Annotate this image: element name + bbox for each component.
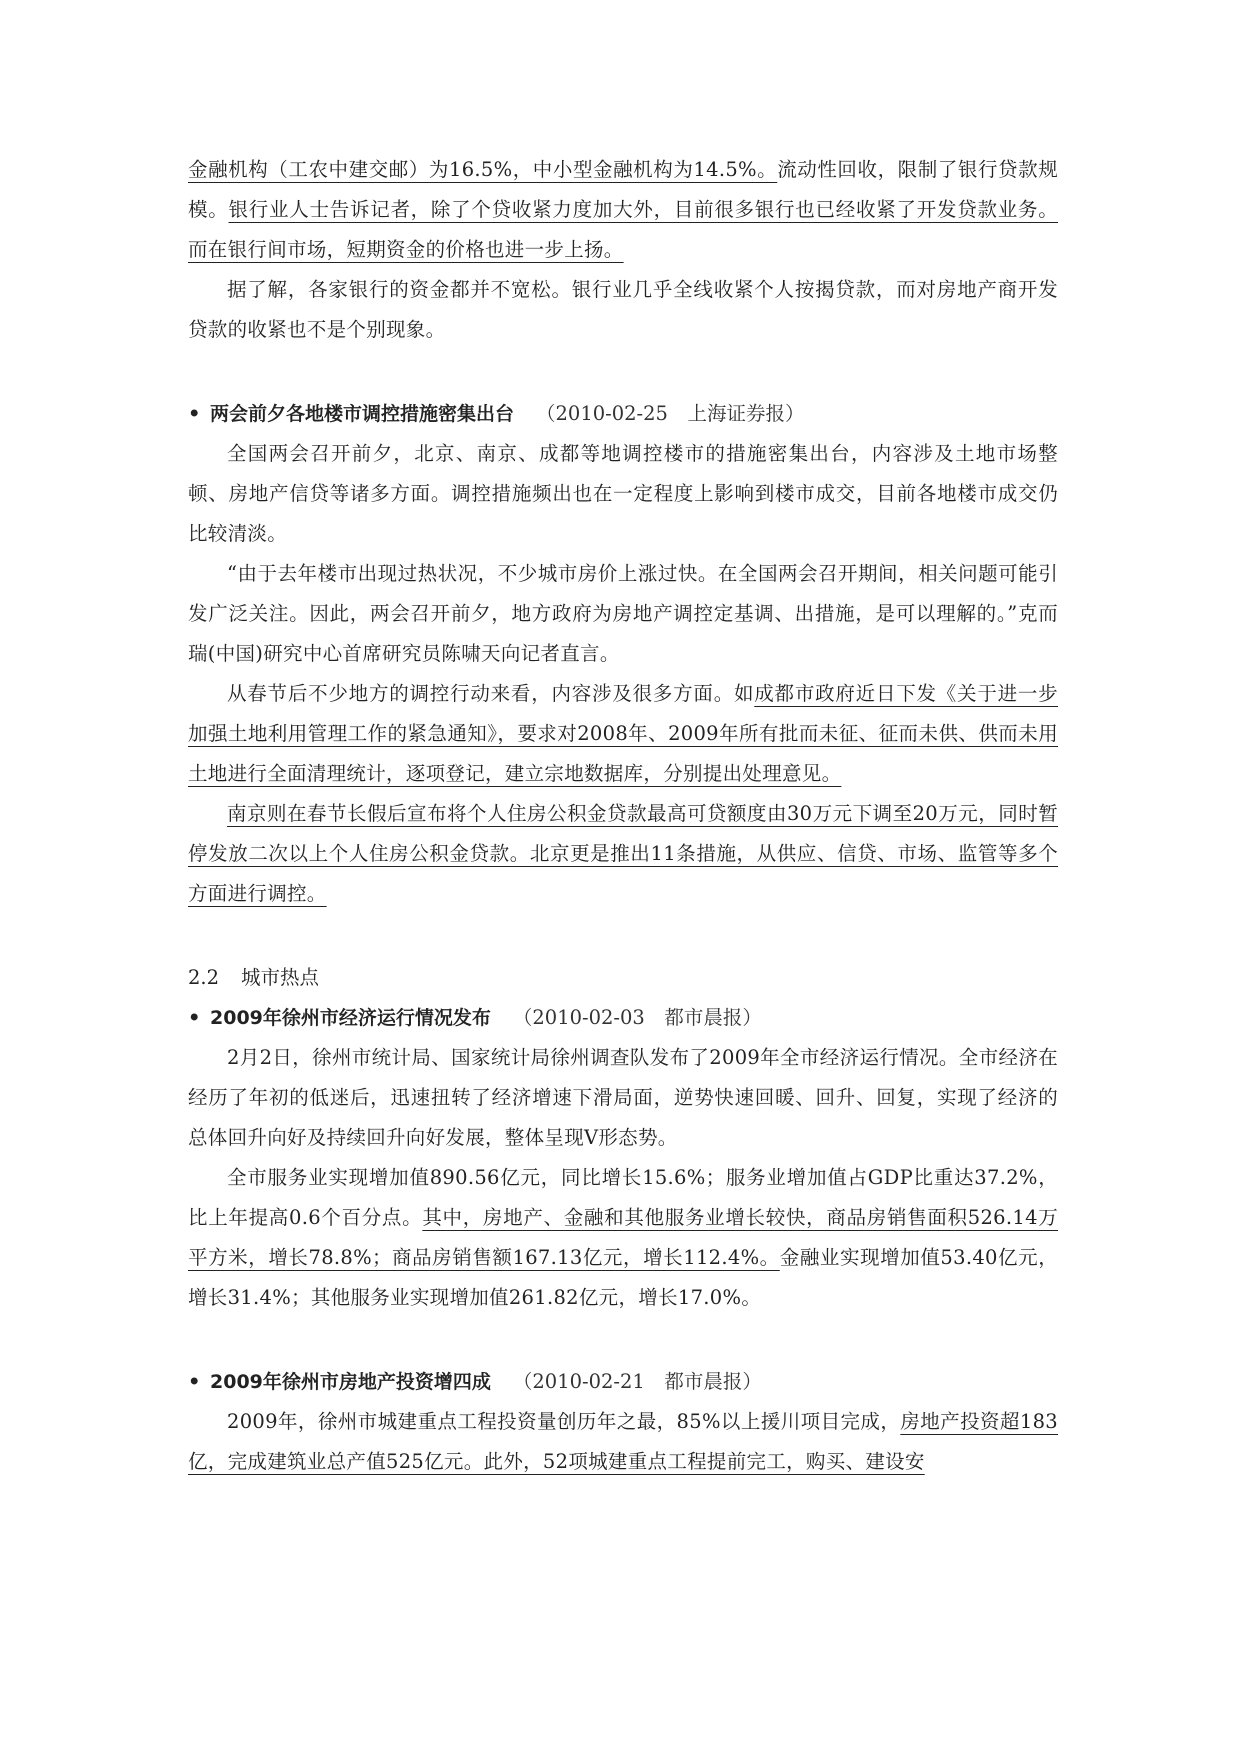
underlined-text: 房地产投资超183亿，完成建筑业总产值525亿元。此外，52项城建重点工程提前完工，购买、建设安 <box>188 1410 1058 1473</box>
paragraph: “由于去年楼市出现过热状况，不少城市房价上涨过快。在全国两会召开期间，相关问题可能引发广泛关注。因此，两会召开前夕，地方政府为房地产调控定基调、出措施，是可以理解的。”克而瑞(中国)研究中心首席研究员陈啸天向记者直言。 <box>188 562 1058 665</box>
paragraph <box>188 1402 1058 1482</box>
paragraph-text: 金融业实现增加值53.40亿元，增长31.4%；其他服务业实现增加值261.82亿元，增长17.0%。 <box>188 1246 1058 1309</box>
article-meta: （2010-02-03 都市晨报） <box>512 1006 762 1029</box>
article-meta: （2010-02-21 都市晨报） <box>512 1370 762 1393</box>
underlined-text: 成都市政府近日下发《关于进一步加强土地利用管理工作的紧急通知》，要求对2008年、2009年所有批而未征、征而未供、供而未用土地进行全面清理统计，逐项登记，建立宗地数据库，分别提出处理意见。 <box>188 682 1058 785</box>
section-heading <box>188 958 1058 998</box>
paragraph: 2月2日，徐州市统计局、国家统计局徐州调查队发布了2009年全市经济运行情况。全市经济在经历了年初的低迷后，迅速扭转了经济增速下滑局面，逆势快速回暖、回升、回复，实现了经济的总体回升向好及持续回升向好发展，整体呈现V形态势。 <box>188 1046 1058 1149</box>
article-heading <box>188 998 1058 1038</box>
paragraph <box>188 150 1058 270</box>
paragraph <box>188 794 1058 914</box>
spacer <box>188 1318 1058 1362</box>
article-heading <box>188 1362 1058 1402</box>
paragraph <box>188 674 1058 794</box>
paragraph <box>188 1158 1058 1318</box>
underlined-text: 其中，房地产、金融和其他服务业增长较快，商品房销售面积526.14万平方米，增长78.8%；商品房销售额167.13亿元，增长112.4%。 <box>188 1206 1058 1269</box>
paragraph: 全国两会召开前夕，北京、南京、成都等地调控楼市的措施密集出台，内容涉及土地市场整顿、房地产信贷等诸多方面。调控措施频出也在一定程度上影响到楼市成交，目前各地楼市成交仍比较清淡。 <box>188 442 1058 545</box>
bullet-icon: • <box>188 402 201 425</box>
paragraph-text: 从春节后不少地方的调控行动来看，内容涉及很多方面。如 <box>227 682 755 705</box>
underlined-text: 银行业人士告诉记者，除了个贷收紧力度加大外，目前很多银行也已经收紧了开发贷款业务。而在银行间市场，短期资金的价格也进一步上扬。 <box>188 198 1058 261</box>
section-title: 城市热点 <box>241 966 320 989</box>
spacer <box>188 350 1058 394</box>
article-heading <box>188 394 1058 434</box>
article-meta: （2010-02-25 上海证券报） <box>536 402 805 425</box>
paragraph-text: 2009年，徐州市城建重点工程投资量创历年之最，85%以上援川项目完成， <box>227 1410 901 1433</box>
bullet-icon: • <box>188 1006 201 1029</box>
underlined-text: 南京则在春节长假后宣布将个人住房公积金贷款最高可贷额度由30万元下调至20万元，同时暂停发放二次以上个人住房公积金贷款。北京更是推出11条措施，从供应、信贷、市场、监管等多个方面进行调控。 <box>188 802 1058 905</box>
article-title: 2009年徐州市房地产投资增四成 <box>210 1371 491 1393</box>
paragraph-text: 全市服务业实现增加值890.56亿元，同比增长15.6%；服务业增加值占GDP比重达37.2%，比上年提高0.6个百分点。 <box>188 1166 1058 1229</box>
paragraph: 据了解，各家银行的资金都并不宽松。银行业几乎全线收紧个人按揭贷款，而对房地产商开发贷款的收紧也不是个别现象。 <box>188 278 1058 341</box>
underlined-text: 金融机构（工农中建交邮）为16.5%，中小型金融机构为14.5%。 <box>188 158 778 181</box>
section-number: 2.2 <box>188 966 220 989</box>
article-title: 两会前夕各地楼市调控措施密集出台 <box>210 403 515 425</box>
document-page <box>188 150 1058 1482</box>
article-title: 2009年徐州市经济运行情况发布 <box>210 1007 491 1029</box>
paragraph-text: 流动性回收，限制了银行贷款规模。 <box>188 158 1058 221</box>
bullet-icon: • <box>188 1370 201 1393</box>
spacer <box>188 914 1058 958</box>
